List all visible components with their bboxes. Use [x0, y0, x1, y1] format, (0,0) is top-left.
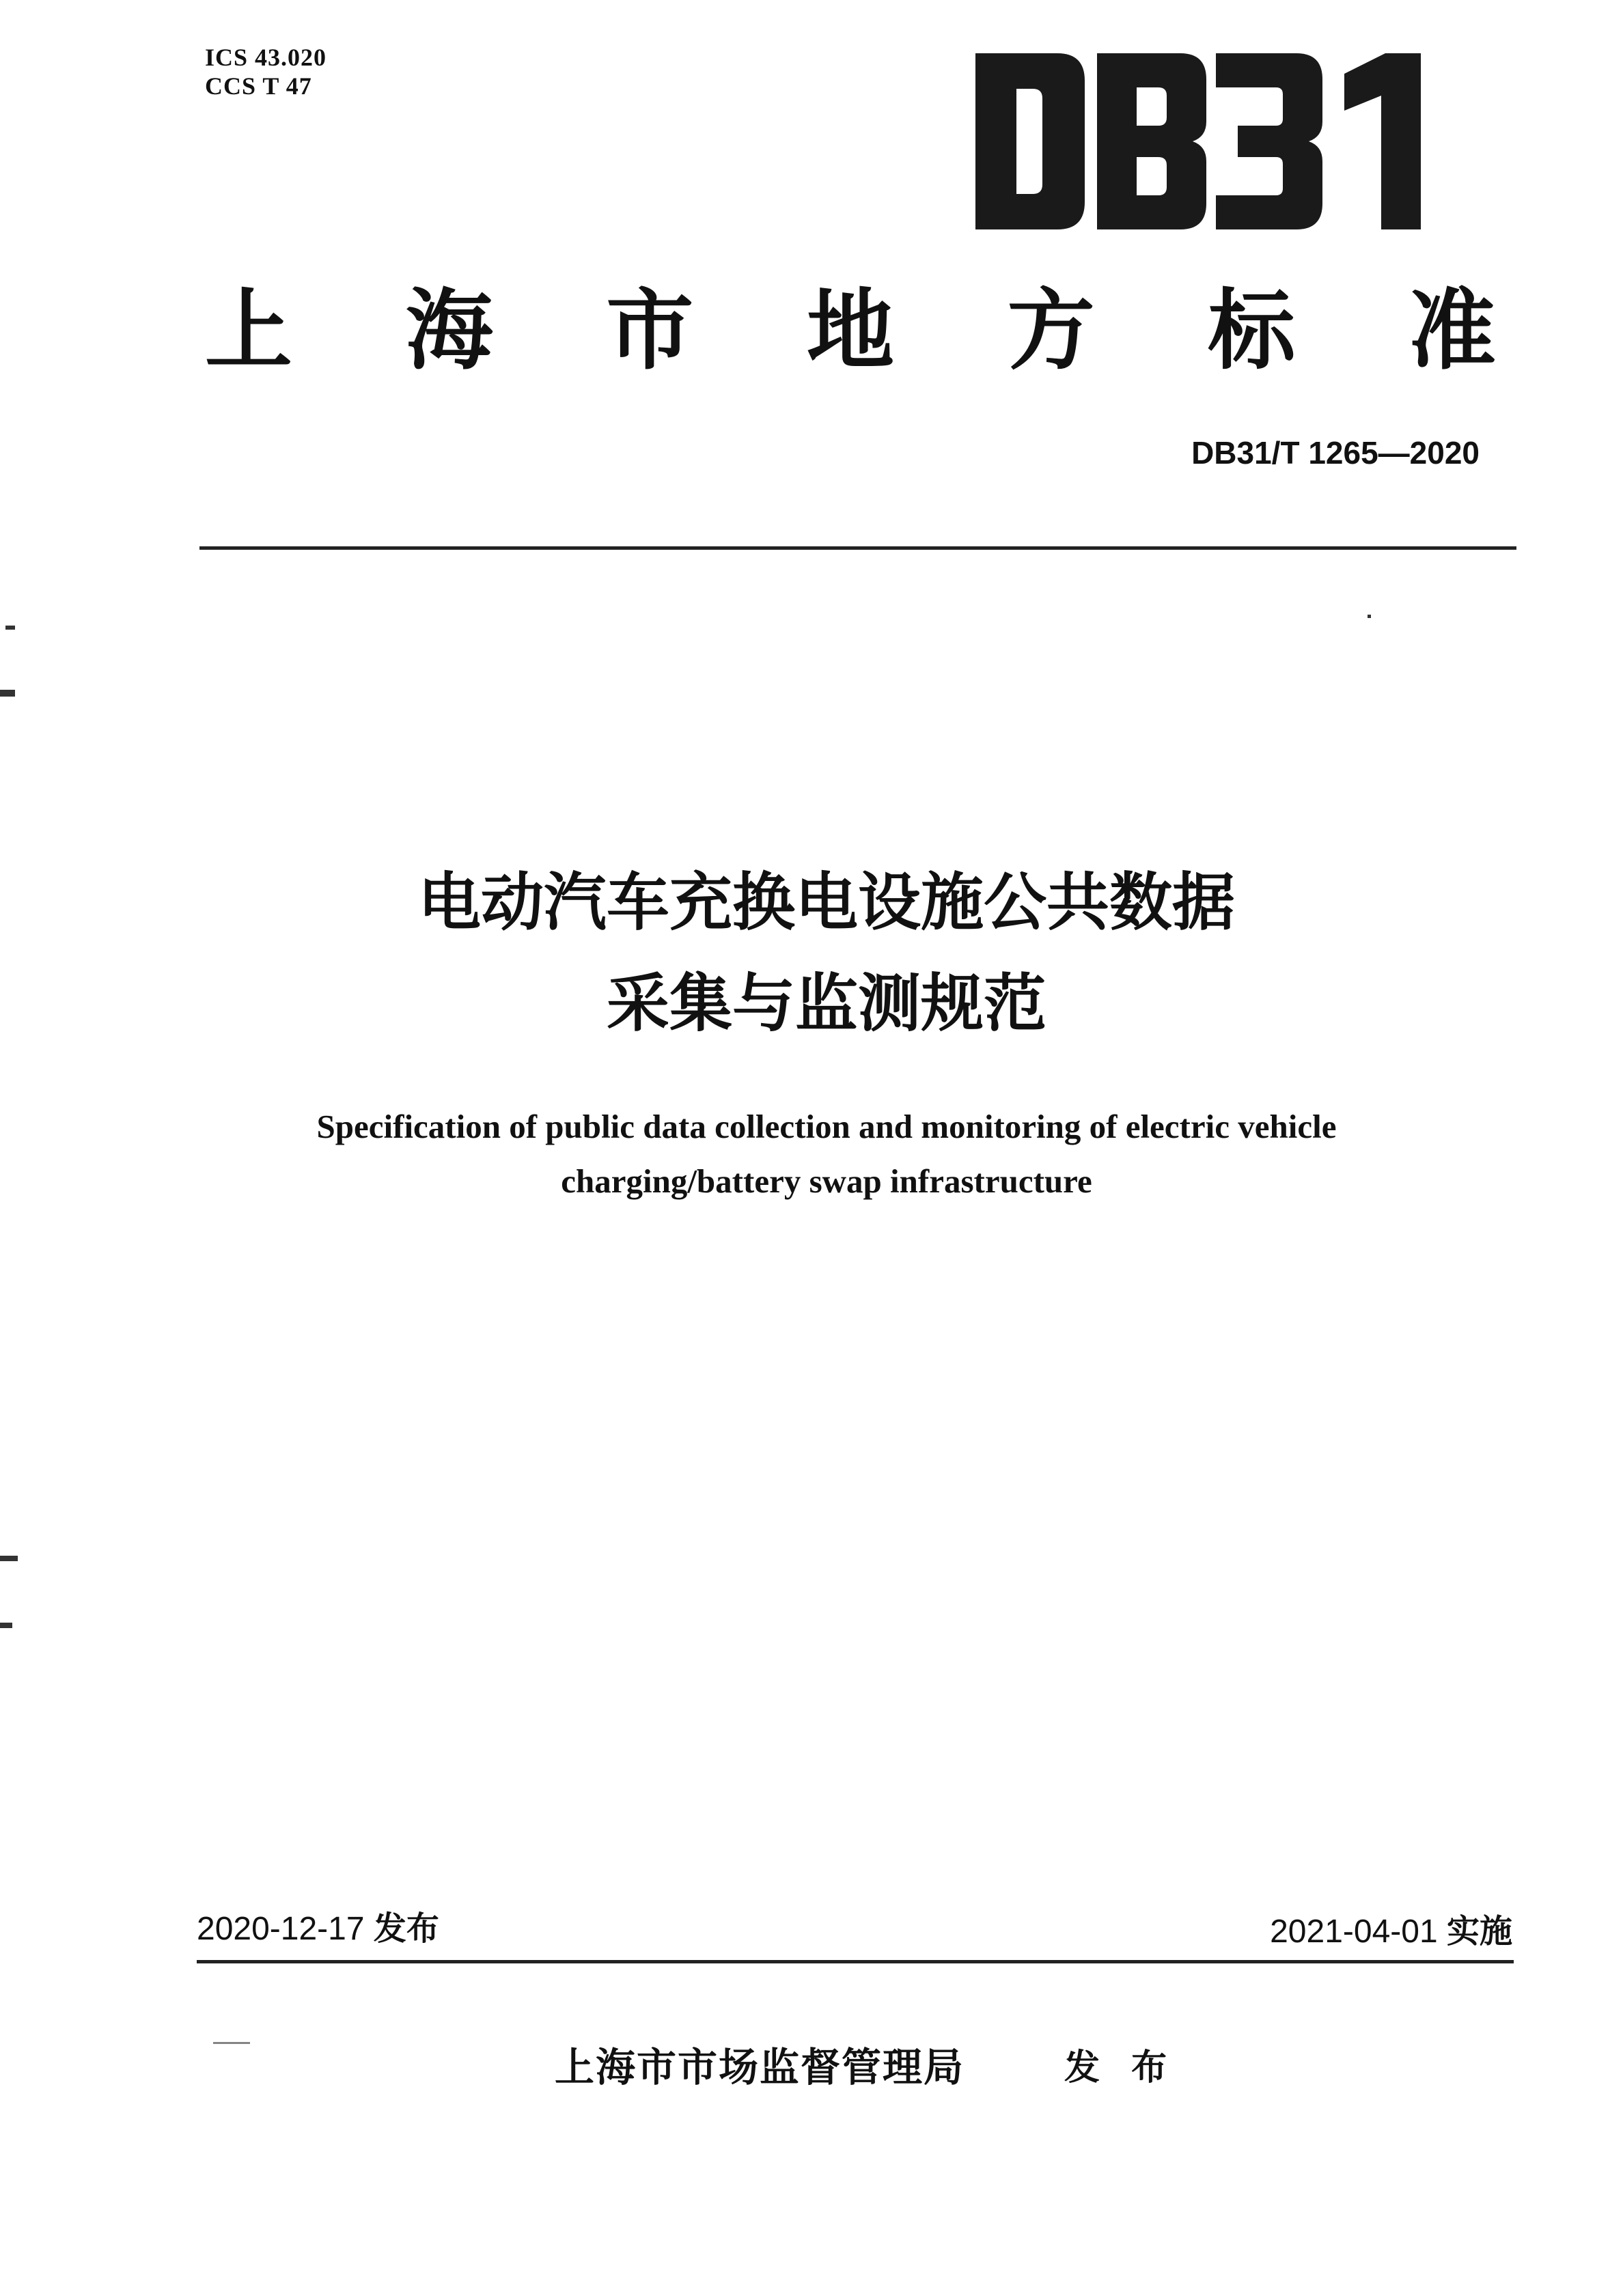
db31-logo — [975, 53, 1421, 229]
implementation-date — [1270, 1912, 1512, 1950]
chinese-title-line-2: 采集与监测规范 — [606, 967, 1046, 1040]
standard-type-char: 市 — [606, 280, 694, 382]
chinese-title-line-1: 电动汽车充换电设施公共数据 — [417, 866, 1235, 939]
standard-type-char: 标 — [1208, 280, 1296, 382]
ccs-code: CCS T 47 — [205, 72, 312, 100]
standard-type-char: 上 — [205, 280, 293, 382]
scan-speck — [1368, 615, 1371, 618]
issue-date-label: 发布 — [373, 1909, 439, 1948]
standard-type-char: 地 — [806, 280, 894, 382]
standard-type-char: 准 — [1408, 280, 1496, 382]
ics-code: ICS 43.020 — [205, 44, 327, 71]
english-title-line-1: Specification of public data collection and monitoring of electric vehicle — [316, 1108, 1337, 1145]
implementation-date-value: 2021-04-01 — [1270, 1914, 1438, 1950]
scan-speck — [0, 1623, 12, 1628]
issue-date-value: 2020-12-17 — [197, 1911, 365, 1947]
scan-speck — [5, 626, 15, 630]
standard-type-char: 海 — [405, 280, 493, 382]
english-title-line-2: charging/battery swap infrastructure — [561, 1162, 1092, 1200]
issue-date — [197, 1909, 439, 1948]
standard-type-char: 方 — [1007, 280, 1095, 382]
scan-speck — [0, 690, 15, 697]
standard-type-heading — [205, 272, 1496, 382]
standard-number: DB31/T 1265—2020 — [1191, 435, 1480, 471]
chinese-title — [205, 852, 1448, 1054]
top-divider — [199, 546, 1516, 550]
english-title — [205, 1100, 1448, 1209]
bottom-divider — [197, 1960, 1514, 1963]
publish-label: 发 布 — [1064, 2047, 1167, 2088]
publisher-name: 上海市市场监督管理局 — [555, 2044, 965, 2090]
scan-speck — [0, 1556, 18, 1561]
scan-speck — [213, 2042, 250, 2044]
implementation-date-label: 实施 — [1446, 1912, 1512, 1950]
